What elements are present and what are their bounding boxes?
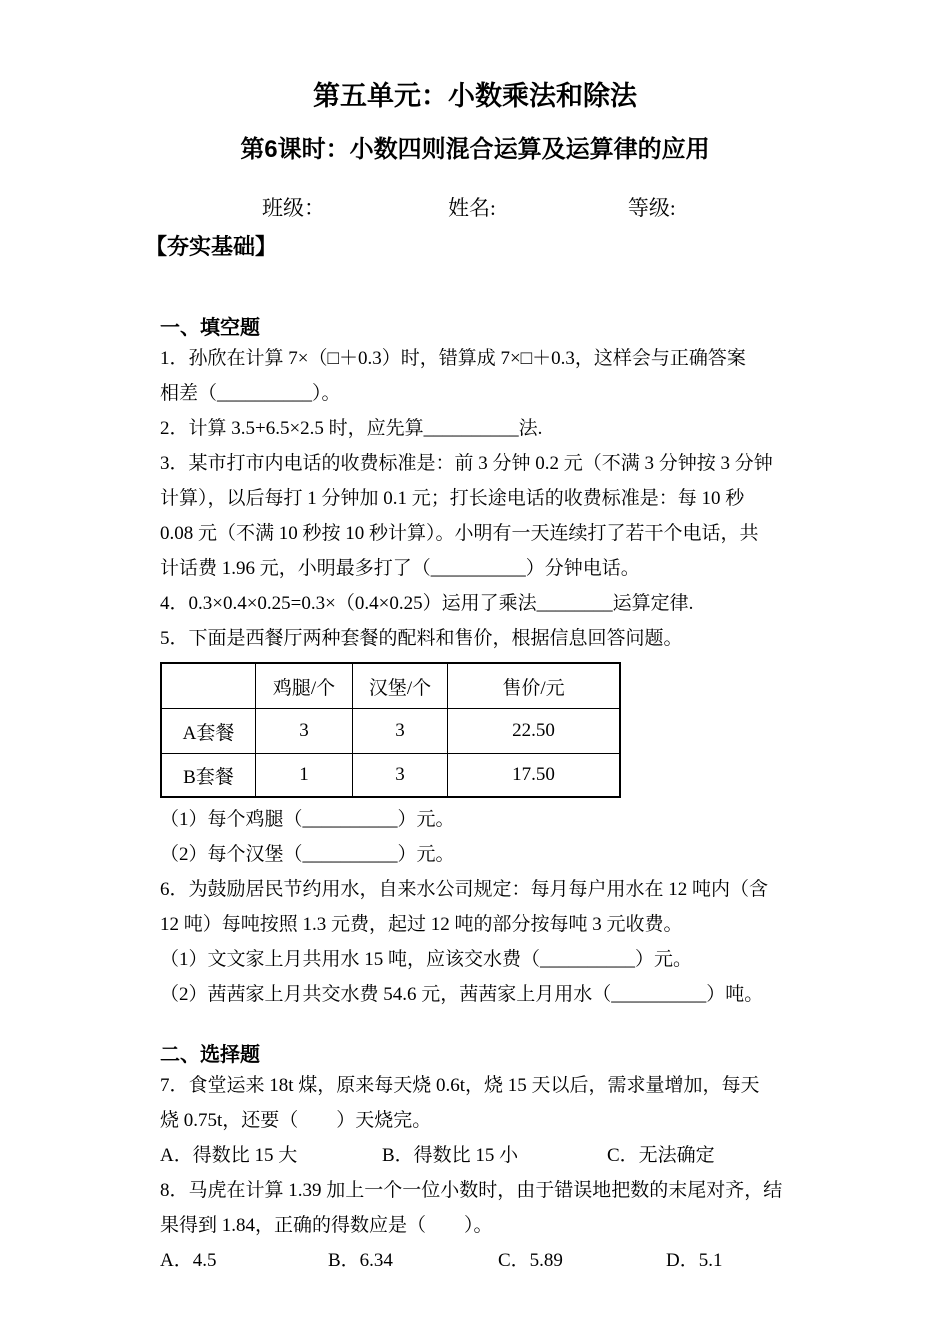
- question-5-sub-2: （2）每个汉堡（__________）元。: [160, 844, 455, 865]
- question-5-sub-1: （1）每个鸡腿（__________）元。: [160, 809, 455, 830]
- q7-option-b: B．得数比 15 小: [382, 1145, 519, 1166]
- question-8-options: [160, 1243, 950, 1278]
- table-header-price: 售价/元: [448, 663, 621, 709]
- table-header-row: [161, 663, 620, 709]
- question-6-sub-1: （1）文文家上月共用水 15 吨，应该交水费（__________）元。: [160, 949, 693, 970]
- meal-b-price: 17.50: [448, 754, 621, 798]
- table-row-meal-b: [161, 754, 620, 798]
- name-label: 姓名:: [448, 196, 496, 220]
- meal-a-burger: 3: [353, 709, 448, 754]
- menu-table: [160, 662, 621, 798]
- question-3-line-2: 计算），以后每打 1 分钟加 0.1 元；打长途电话的收费标准是：每 10 秒: [160, 488, 745, 509]
- question-8-line-2: 果得到 1.84，正确的得数应是（ ）。: [160, 1215, 493, 1236]
- grade-label: 等级:: [627, 196, 676, 220]
- table-header-blank: [161, 663, 256, 709]
- question-8-line-1: 8．马虎在计算 1.39 加上一个一位小数时，由于错误地把数的末尾对齐，结: [160, 1180, 783, 1201]
- q7-option-a: A．得数比 15 大: [160, 1145, 298, 1166]
- q7-option-c: C．无法确定: [607, 1145, 715, 1166]
- question-1-line-2: 相差（__________）。: [160, 383, 341, 404]
- meal-b-burger: 3: [353, 754, 448, 798]
- q8-option-c: C．5.89: [498, 1250, 563, 1271]
- question-1-line-1: 1．孙欣在计算 7×（□＋0.3）时，错算成 7×□＋0.3，这样会与正确答案: [160, 348, 746, 369]
- table-header-burger: 汉堡/个: [353, 663, 448, 709]
- meal-a-chicken: 3: [256, 709, 353, 754]
- question-3-line-3: 0.08 元（不满 10 秒按 10 秒计算）。小明有一天连续打了若干个电话，共: [160, 523, 759, 544]
- fill-in-section-header: 一、填空题: [160, 317, 260, 339]
- student-info-line: [0, 196, 950, 220]
- lesson-title: 第6课时：小数四则混合运算及运算律的应用: [240, 136, 710, 163]
- q8-option-b: B．6.34: [328, 1250, 393, 1271]
- question-6-sub-2: （2）茜茜家上月共交水费 54.6 元，茜茜家上月用水（__________）吨。: [160, 984, 764, 1005]
- meal-a-price: 22.50: [448, 709, 621, 754]
- question-7-line-2: 烧 0.75t，还要（ ）天烧完。: [160, 1110, 432, 1131]
- meal-b-chicken: 1: [256, 754, 353, 798]
- table-header-chicken: 鸡腿/个: [256, 663, 353, 709]
- question-5-line: 5．下面是西餐厅两种套餐的配料和售价，根据信息回答问题。: [160, 628, 683, 649]
- section-banner-basics: 【夯实基础】: [145, 234, 278, 259]
- worksheet-body: [0, 315, 950, 1278]
- q8-option-d: D．5.1: [666, 1250, 723, 1271]
- question-3-line-4: 计话费 1.96 元，小明最多打了（__________）分钟电话。: [160, 558, 640, 579]
- question-6-line-2: 12 吨）每吨按照 1.3 元费，起过 12 吨的部分按每吨 3 元收费。: [160, 914, 683, 935]
- question-3-line-1: 3．某市打市内电话的收费标准是：前 3 分钟 0.2 元（不满 3 分钟按 3 分钟: [160, 453, 773, 474]
- question-7-options: [160, 1138, 950, 1173]
- meal-a-name: A套餐: [161, 709, 256, 754]
- question-6-line-1: 6．为鼓励居民节约用水，自来水公司规定：每月每户用水在 12 吨内（含: [160, 879, 769, 900]
- question-2-line: 2．计算 3.5+6.5×2.5 时，应先算__________法.: [160, 418, 543, 439]
- q8-option-a: A．4.5: [160, 1250, 217, 1271]
- choice-section-header: 二、选择题: [160, 1044, 260, 1066]
- question-7-line-1: 7．食堂运来 18t 煤，原来每天烧 0.6t，烧 15 天以后，需求量增加，每天: [160, 1075, 760, 1096]
- class-label: 班级：: [262, 196, 325, 220]
- meal-b-name: B套餐: [161, 754, 256, 798]
- question-4-line: 4．0.3×0.4×0.25=0.3×（0.4×0.25）运用了乘法________运算定律.: [160, 593, 694, 614]
- table-row-meal-a: [161, 709, 620, 754]
- unit-title: 第五单元：小数乘法和除法: [313, 81, 637, 111]
